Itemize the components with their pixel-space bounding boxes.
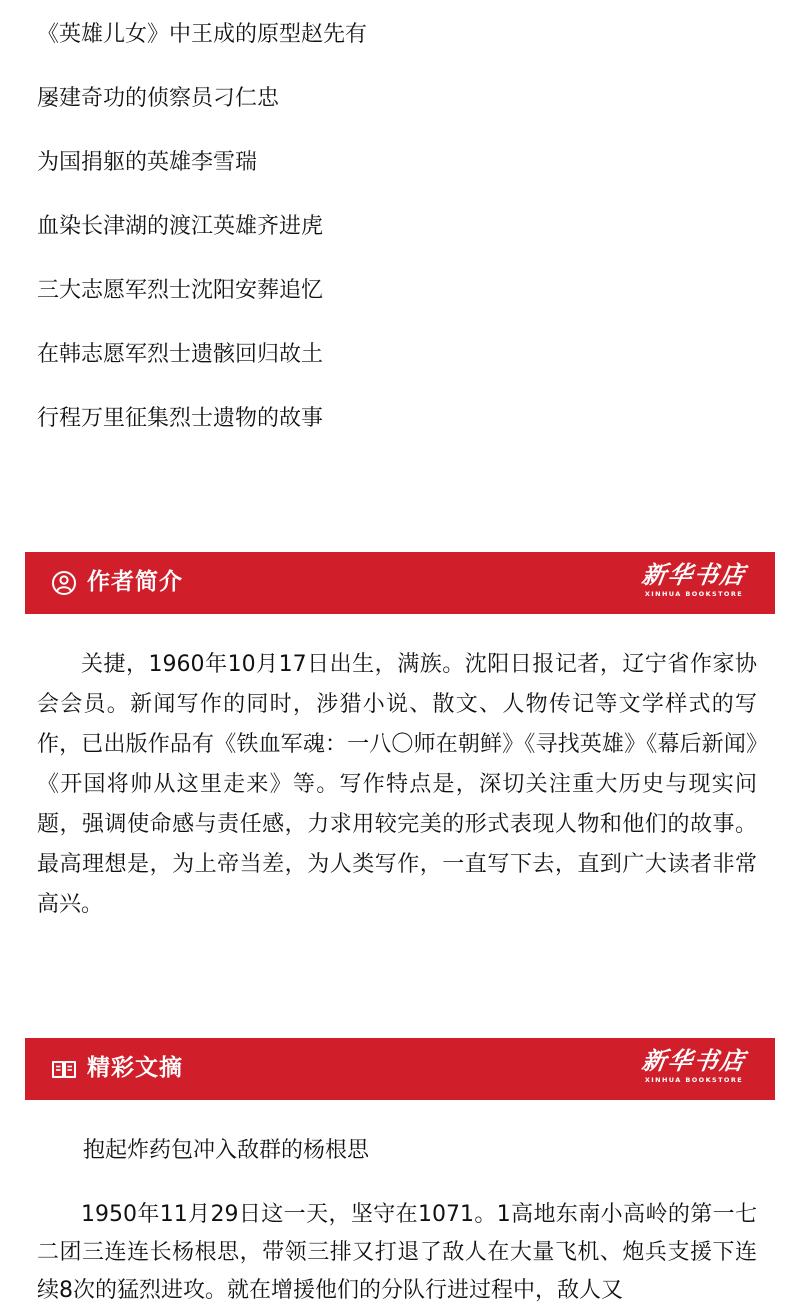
xinhua-bookstore-logo xyxy=(639,560,749,608)
excerpt-paragraph: 1950年11月29日这一天，坚守在1071。1高地东南小高岭的第一七二团三连连长杨根思，带领三排又打退了敌人在大量飞机、炮兵支援下连续8次的猛烈进攻。就在增援他们的分队行进过程中，敌人又 xyxy=(37,1202,757,1303)
excerpt-section-banner xyxy=(25,1038,775,1100)
toc-item: 血染长津湖的渡江英雄齐进虎 xyxy=(37,214,324,239)
section-title: 精彩文摘 xyxy=(87,1055,183,1081)
brand-name-cn: 新华书店 xyxy=(640,1046,749,1075)
brand-name-en: XINHUA BOOKSTORE xyxy=(644,590,744,598)
excerpt-heading: 抱起炸药包冲入敌群的杨根思 xyxy=(83,1138,370,1163)
toc-item: 为国捐躯的英雄李雪瑞 xyxy=(37,150,258,175)
author-bio: 关捷，1960年10月17日出生，满族。沈阳日报记者，辽宁省作家协会会员。新闻写作的同时，涉猎小说、散文、人物传记等文学样式的写作，已出版作品有《铁血军魂：一八〇师在朝鲜》《寻找英雄》《幕后新闻》《开国将帅从这里走来》等。写作特点是，深切关注重大历史与现实问题，强调使命感与责任感，力求用较完美的形式表现人物和他们的故事。最高理想是，为上帝当差，为人类写作，一直写下去，直到广大读者非常高兴。 xyxy=(37,652,757,917)
open-book-icon xyxy=(51,1056,77,1082)
toc-item: 三大志愿军烈士沈阳安葬追忆 xyxy=(37,278,324,303)
author-section-banner xyxy=(25,552,775,614)
xinhua-bookstore-logo xyxy=(639,1046,749,1094)
section-title: 作者简介 xyxy=(87,569,183,595)
toc-item: 行程万里征集烈士遗物的故事 xyxy=(37,406,324,431)
toc-item: 屡建奇功的侦察员刁仁忠 xyxy=(37,86,280,111)
toc-item: 在韩志愿军烈士遗骸回归故土 xyxy=(37,342,324,367)
user-circle-icon xyxy=(51,570,77,596)
toc-item: 《英雄儿女》中王成的原型赵先有 xyxy=(37,22,368,47)
brand-name-en: XINHUA BOOKSTORE xyxy=(644,1076,744,1084)
brand-name-cn: 新华书店 xyxy=(640,560,749,589)
